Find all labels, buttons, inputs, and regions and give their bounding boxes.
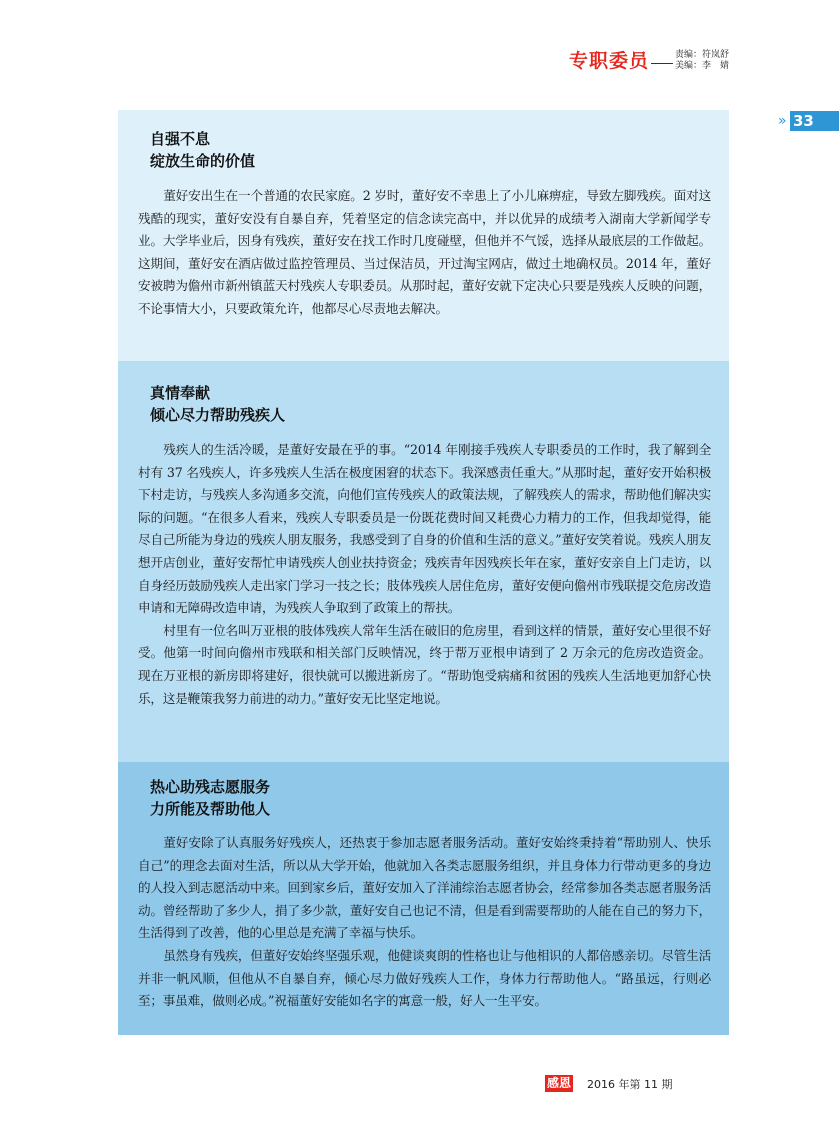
paragraph: 虽然身有残疾，但董好安始终坚强乐观，他健谈爽朗的性格也让与他相识的人都倍感亲切。尽管生活并非一帆风顺，但他从不自暴自弃，倾心尽力做好残疾人工作，身体力行帮助他人。“路虽远，行则必至；事虽难，做则必成。”祝福董好安能如名字的寓意一般，好人一生平安。 bbox=[138, 947, 711, 1009]
page-number: 33 bbox=[790, 111, 839, 131]
paragraph: 残疾人的生活冷暖，是董好安最在乎的事。“2014 年刚接手残疾人专职委员的工作时，我了解到全村有 37 名残疾人，许多残疾人生活在极度困窘的状态下。我深感责任重大。”从那时起，董好安开始积极下村走访，与残疾人多沟通多交流，向他们宣传残疾人的政策法规，了解残疾人的需求，帮助他们解决实际的问题。“在很多人看来，残疾人专职委员是一份既花费时间又耗费心力精力的工作，但我却觉得，能尽自己所能为身边的残疾人朋友服务，我感受到了自身的价值和生活的意义。”董好安笑着说。残疾人朋友想开店创业，董好安帮忙申请残疾人创业扶持资金；残疾青年因残疾长年在家，董好安亲自上门走访，以自身经历鼓励残疾人走出家门学习一技之长；肢体残疾人居住危房，董好安便向儋州市残联提交危房改造申请和无障碍改造申请，为残疾人争取到了政策上的帮扶。 bbox=[138, 442, 711, 616]
section-heading-line2: 绽放生命的价值 bbox=[150, 152, 256, 170]
paragraph: 董好安出生在一个普通的农民家庭。2 岁时，董好安不幸患上了小儿麻痹症，导致左脚残疾。面对这残酷的现实，董好安没有自暴自弃，凭着坚定的信念读完高中，并以优异的成绩考入湖南大学新闻学专业。大学毕业后，因身有残疾，董好安在找工作时几度碰壁，但他并不气馁，选择从最底层的工作做起。这期间，董好安在酒店做过监控管理员、当过保洁员，开过淘宝网店，做过土地确权员。2014 年，董好安被聘为儋州市新州镇蓝天村残疾人专职委员。从那时起，董好安就下定决心只要是残疾人反映的问题，不论事情大小，只要政策允许，他都尽心尽责地去解决。 bbox=[138, 188, 711, 316]
section-body bbox=[138, 185, 711, 321]
section-title: 专职委员 bbox=[568, 50, 649, 72]
section-heading bbox=[138, 361, 711, 426]
page-header bbox=[569, 50, 729, 72]
editor-credit: 责编：符岚舒 bbox=[674, 50, 729, 60]
header-divider bbox=[651, 63, 673, 64]
page-footer bbox=[545, 1075, 673, 1092]
section-body bbox=[138, 439, 711, 710]
section-heading-line2: 倾心尽力帮助残疾人 bbox=[150, 406, 286, 424]
designer-credit: 美编：李 婧 bbox=[674, 61, 729, 71]
section-heading-line2: 力所能及帮助他人 bbox=[150, 800, 271, 818]
double-chevron-right-icon: » bbox=[778, 113, 787, 129]
magazine-logo: 感恩 bbox=[547, 1076, 572, 1090]
section-heading bbox=[138, 110, 711, 172]
issue-number: 2016 年第 11 期 bbox=[587, 1077, 673, 1091]
paragraph: 董好安除了认真服务好残疾人，还热衷于参加志愿者服务活动。董好安始终秉持着“帮助别人、快乐自己”的理念去面对生活，所以从大学开始，他就加入各类志愿服务组织，并且身体力行带动更多的身边的人投入到志愿活动中来。回到家乡后，董好安加入了洋浦综治志愿者协会，经常参加各类志愿者服务活动。曾经帮助了多少人，捐了多少款，董好安自己也记不清，但是看到需要帮助的人能在自己的努力下，生活得到了改善，他的心里总是充满了幸福与快乐。 bbox=[138, 835, 711, 941]
paragraph: 村里有一位名叫万亚根的肢体残疾人常年生活在破旧的危房里，看到这样的情景，董好安心里很不好受。他第一时间向儋州市残联和相关部门反映情况，终于帮万亚根申请到了 2 万余元的危房改造资金。现在万亚根的新房即将建好，很快就可以搬进新房了。“帮助饱受病痛和贫困的残疾人生活地更加舒心快乐，这是鞭策我努力前进的动力。”董好安无比坚定地说。 bbox=[138, 622, 711, 706]
section-heading bbox=[138, 762, 711, 820]
section-body bbox=[138, 832, 711, 1013]
section-box-2 bbox=[118, 361, 729, 762]
section-box-1 bbox=[118, 110, 729, 361]
section-heading-line1: 热心助残志愿服务 bbox=[150, 778, 271, 796]
section-heading-line1: 真情奉献 bbox=[150, 384, 211, 402]
page-number-tab bbox=[778, 111, 839, 131]
section-heading-line1: 自强不息 bbox=[150, 130, 211, 148]
section-box-3 bbox=[118, 762, 729, 1035]
editor-credits bbox=[675, 50, 729, 72]
